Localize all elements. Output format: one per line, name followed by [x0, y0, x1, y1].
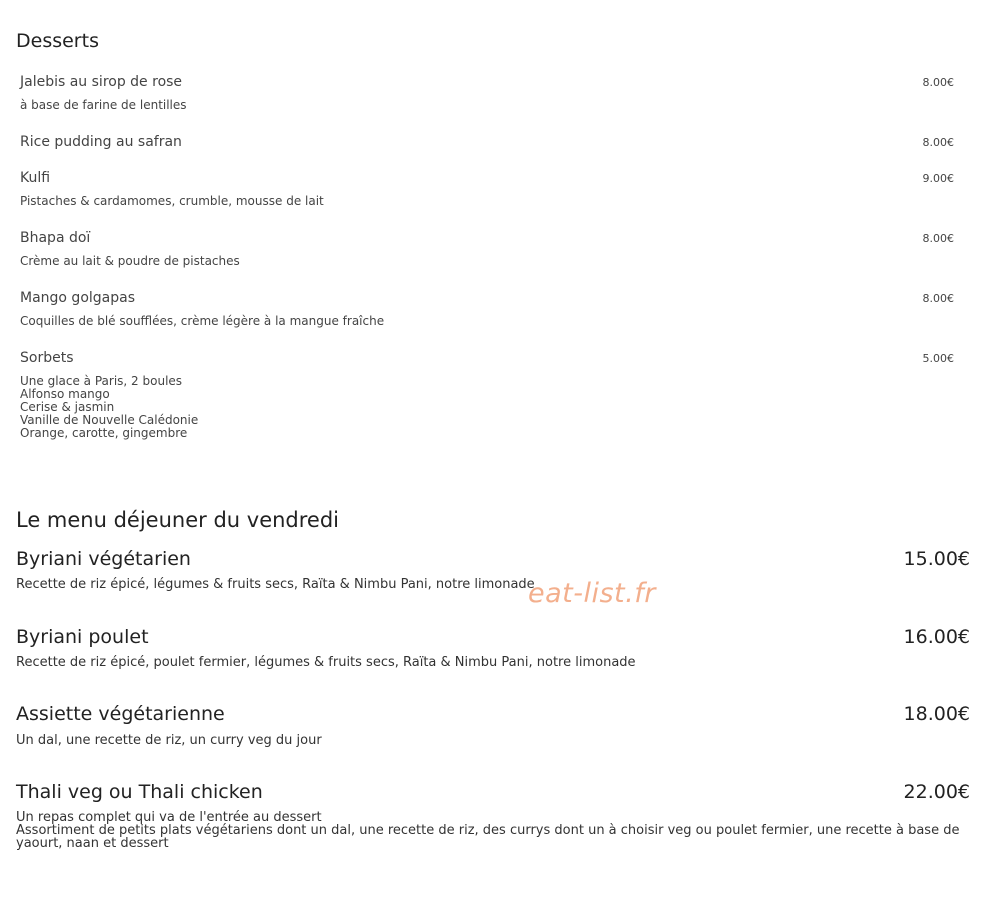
- lunch-description: Un dal, une recette de riz, un curry veg du jour: [16, 733, 322, 748]
- lunch-name: Byriani végétarien: [16, 548, 191, 570]
- dessert-name: Mango golgapas: [20, 290, 136, 306]
- dessert-price: 5.00€: [922, 352, 954, 365]
- lunch-name: Thali veg ou Thali chicken: [16, 781, 263, 803]
- lunch-name: Byriani poulet: [16, 626, 149, 648]
- lunch-price: 16.00€: [903, 626, 970, 648]
- dessert-description: à base de farine de lentilles: [20, 98, 187, 112]
- dessert-price: 8.00€: [922, 76, 954, 89]
- sorbet-line: Une glace à Paris, 2 boules: [20, 374, 183, 388]
- desserts-section-title: Desserts: [16, 30, 99, 52]
- thali-line: Un repas complet qui va de l'entrée au dessert: [16, 810, 322, 825]
- dessert-name: Jalebis au sirop de rose: [20, 74, 183, 90]
- lunch-name: Assiette végétarienne: [16, 703, 225, 725]
- lunch-description: Recette de riz épicé, poulet fermier, légumes & fruits secs, Raïta & Nimbu Pani, notre limonade: [16, 655, 636, 670]
- thali-line: Assortiment de petits plats végétariens dont un dal, une recette de riz, des currys dont un à choisir veg ou poulet fermier, une recette à base de yaourt, naan et dessert: [16, 823, 960, 851]
- sorbet-line: Alfonso mango: [20, 387, 110, 401]
- lunch-description: Recette de riz épicé, légumes & fruits secs, Raïta & Nimbu Pani, notre limonade: [16, 577, 535, 592]
- dessert-description: Pistaches & cardamomes, crumble, mousse de lait: [20, 194, 324, 208]
- dessert-description: [20, 375, 198, 440]
- dessert-description: Coquilles de blé soufflées, crème légère à la mangue fraîche: [20, 314, 385, 328]
- dessert-description: Crème au lait & poudre de pistaches: [20, 254, 240, 268]
- dessert-name: Rice pudding au safran: [20, 134, 182, 150]
- sorbet-line: Cerise & jasmin: [20, 400, 115, 414]
- lunch-price: 22.00€: [903, 781, 970, 803]
- dessert-price: 9.00€: [922, 172, 954, 185]
- dessert-name: Kulfi: [20, 170, 51, 186]
- dessert-name: Sorbets: [20, 350, 74, 366]
- dessert-price: 8.00€: [922, 136, 954, 149]
- lunch-price: 15.00€: [903, 548, 970, 570]
- sorbet-line: Vanille de Nouvelle Calédonie: [20, 413, 199, 427]
- lunch-section-title: Le menu déjeuner du vendredi: [16, 508, 340, 532]
- dessert-name: Bhapa doï: [20, 230, 91, 246]
- sorbet-line: Orange, carotte, gingembre: [20, 426, 188, 440]
- lunch-description: [16, 811, 970, 850]
- dessert-price: 8.00€: [922, 232, 954, 245]
- watermark: eat-list.fr: [528, 578, 656, 609]
- dessert-price: 8.00€: [922, 292, 954, 305]
- lunch-price: 18.00€: [903, 703, 970, 725]
